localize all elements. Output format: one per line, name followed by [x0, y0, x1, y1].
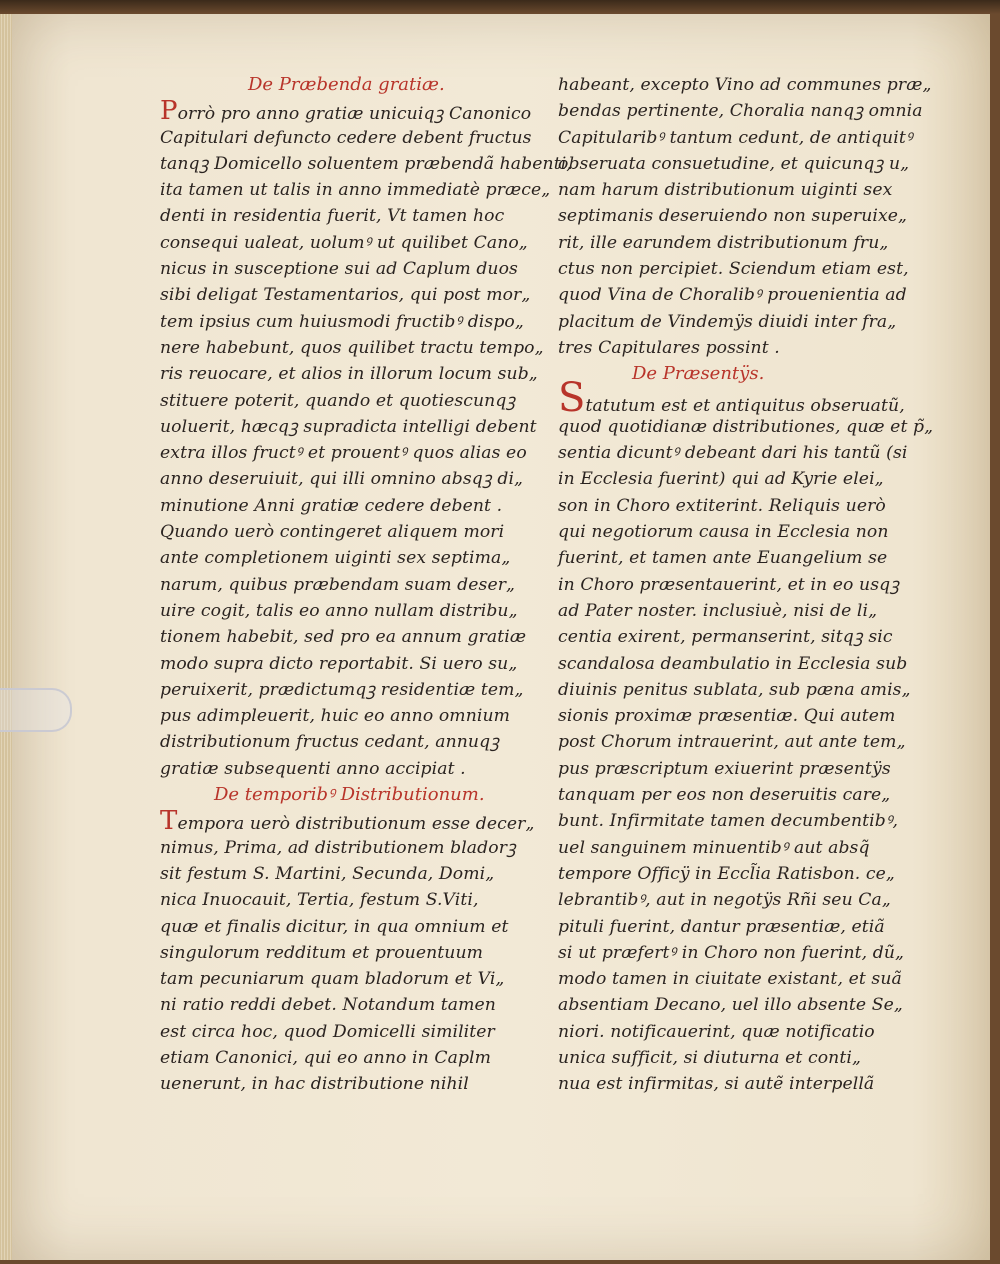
- paragraph-first-line: [160, 806, 535, 837]
- text-line: sit festum S. Martini, Secunda, Domi„: [160, 863, 495, 884]
- text-line: post Chorum intrauerint, aut ante tem„: [558, 732, 906, 753]
- text-line: pus præscriptum exiuerint præsentÿs: [558, 758, 891, 779]
- initial-letter: P: [160, 96, 178, 127]
- text-line: sibi deligat Testamentarios, qui post mor„: [160, 285, 531, 306]
- text-line: diuinis penitus sublata, sub pæna amis„: [558, 679, 911, 700]
- text-line: singulorum redditum et prouentuum: [160, 942, 484, 963]
- page-edge: [0, 14, 12, 1260]
- text-line: centia exirent, permanserint, sitqꝫ sic: [558, 627, 893, 648]
- text-line: nua est infirmitas, si autẽ interpellã: [558, 1074, 875, 1095]
- text-line: lebrantibꝰ, aut in negotÿs Rñi seu Ca„: [558, 890, 891, 911]
- text-line: obseruata consuetudine, et quicunqꝫ u„: [558, 153, 910, 174]
- text-line: quod quotidianæ distributiones, quæ et p̃„: [558, 416, 934, 437]
- text-line: ad Pater noster. inclusiuè, nisi de li„: [558, 600, 878, 621]
- text-line: tem ipsius cum huiusmodi fructibꝰ dispo„: [160, 311, 524, 332]
- text-line: nere habebunt, quos quilibet tractu tempo„: [160, 337, 544, 358]
- text-line: habeant, excepto Vino ad communes præ„: [558, 75, 932, 95]
- text-line: denti in residentia fuerit, Vt tamen hoc: [160, 206, 505, 227]
- text-line: uenerunt, in hac distributione nihil: [160, 1074, 469, 1095]
- text-line: pus adimpleuerit, huic eo anno omnium: [160, 706, 511, 727]
- text-line: nimus, Prima, ad distributionem bladorꝫ: [160, 837, 516, 858]
- text-line: nam harum distributionum uiginti sex: [558, 180, 893, 201]
- left-paragraph-2: [160, 835, 530, 1098]
- text-line: anno deseruiuit, qui illi omnino absqꝫ di„: [160, 469, 524, 490]
- text-line: uoluerit, hæcqꝫ supradicta intelligi debent: [160, 416, 537, 437]
- text-line: modo supra dicto reportabit. Si uero su„: [160, 653, 518, 674]
- text-line: rit, ille earundem distributionum fru„: [558, 232, 889, 253]
- text-line: sentia dicuntꝰ debeant dari his tantũ (si: [558, 443, 908, 464]
- page-clip: [0, 688, 72, 732]
- text-line: nica Inuocauit, Tertia, festum S.Viti,: [160, 890, 479, 911]
- text-line: narum, quibus præbendam suam deser„: [160, 574, 516, 595]
- text-line: etiam Canonici, qui eo anno in Caplm: [160, 1047, 492, 1068]
- text-line: fuerint, et tamen ante Euangelium se: [558, 548, 888, 569]
- text-line: ris reuocare, et alios in illorum locum sub„: [160, 364, 538, 385]
- left-column: [160, 72, 572, 1098]
- text-line: ita tamen ut talis in anno immediatè præce„: [160, 180, 551, 201]
- text-line: ante completionem uiginti sex septima„: [160, 548, 511, 569]
- right-paragraph-1: [558, 72, 932, 361]
- heading-praesentiis: De Præsentÿs.: [632, 363, 765, 385]
- initial-letter: T: [160, 806, 178, 837]
- text-line: modo tamen in ciuitate existant, et suã: [558, 969, 902, 990]
- text-line: distributionum fructus cedant, annuqꝫ: [160, 732, 500, 753]
- text-line: in Choro præsentauerint, et in eo usqꝫ: [558, 574, 900, 595]
- text-line: Capitulari defuncto cedere debent fructus: [160, 127, 532, 148]
- text-line: minutione Anni gratiæ cedere debent .: [160, 495, 503, 516]
- text-line: ni ratio reddi debet. Notandum tamen: [160, 995, 496, 1016]
- text-line: bunt. Infirmitate tamen decumbentibꝰ,: [558, 811, 899, 832]
- heading-temporibus: De temporibꝰ Distributionum.: [214, 784, 485, 806]
- text-line: tres Capitulares possint .: [558, 337, 780, 358]
- text-line: qui negotiorum causa in Ecclesia non: [558, 522, 889, 543]
- text-line: absentiam Decano, uel illo absente Se„: [558, 995, 903, 1016]
- text-line: niori. notificauerint, quæ notificatio: [558, 1021, 875, 1042]
- line-text: tatutum est et antiquitus obseruatũ,: [585, 395, 905, 416]
- text-line: tempore Officÿ in Eccl̃ia Ratisbon. ce„: [558, 863, 895, 884]
- text-line: bendas pertinente, Choralia nanqꝫ omnia: [558, 101, 923, 122]
- text-line: consequi ualeat, uolumꝰ ut quilibet Cano„: [160, 232, 528, 253]
- text-line: Capitularibꝰ tantum cedunt, de antiquitꝰ: [558, 127, 913, 148]
- text-line: ctus non percipiet. Sciendum etiam est,: [558, 259, 909, 280]
- text-line: nicus in susceptione sui ad Caplum duos: [160, 259, 518, 280]
- text-line: Quando uerò contingeret aliquem mori: [160, 522, 505, 543]
- text-line: pituli fuerint, dantur præsentiæ, etiã: [558, 916, 885, 937]
- line-text: empora uerò distributionum esse decer„: [177, 814, 535, 835]
- text-line: quæ et finalis dicitur, in qua omnium et: [160, 916, 509, 937]
- heading-prebenda-gratiae: De Præbenda gratiæ.: [248, 74, 445, 95]
- text-line: tanqꝫ Domicello soluentem præbendã habenti,: [160, 153, 572, 174]
- paragraph-first-line: [160, 96, 532, 127]
- text-line: extra illos fructꝰ et prouentꝰ quos alias eo: [160, 443, 527, 464]
- text-line: est circa hoc, quod Domicelli similiter: [160, 1021, 495, 1042]
- text-line: stituere poterit, quando et quotiescunqꝫ: [160, 390, 516, 411]
- initial-letter: S: [558, 374, 586, 421]
- text-line: tam pecuniarum quam bladorum et Vi„: [160, 969, 505, 990]
- text-line: peruixerit, prædictumqꝫ residentiæ tem„: [160, 679, 524, 700]
- text-line: uire cogit, talis eo anno nullam distribu„: [160, 600, 518, 621]
- book-top-edge: [0, 0, 1000, 14]
- text-line: in Ecclesia fuerint) qui ad Kyrie elei„: [558, 469, 884, 490]
- text-line: scandalosa deambulatio in Ecclesia sub: [558, 653, 908, 674]
- text-line: tanquam per eos non deseruitis care„: [558, 785, 891, 806]
- left-paragraph-1: [160, 125, 572, 782]
- right-column: [558, 72, 934, 1098]
- text-line: uel sanguinem minuentibꝰ aut absq̃: [558, 837, 870, 858]
- text-line: gratiæ subsequenti anno accipiat .: [160, 758, 466, 779]
- text-line: sionis proximæ præsentiæ. Qui autem: [558, 706, 896, 727]
- text-line: si ut præfertꝰ in Choro non fuerint, dũ„: [558, 942, 905, 963]
- text-line: son in Choro extiterint. Reliquis uerò: [558, 495, 886, 516]
- line-text: orrò pro anno gratiæ unicuiqꝫ Canonico: [177, 104, 532, 125]
- text-line: septimanis deseruiendo non superuixe„: [558, 206, 908, 227]
- text-line: quod Vina de Choralibꝰ prouenientia ad: [558, 285, 907, 306]
- text-line: unica sufficit, si diuturna et conti„: [558, 1047, 861, 1068]
- right-paragraph-2: [558, 414, 934, 1098]
- text-line: tionem habebit, sed pro ea annum gratiæ: [160, 627, 527, 648]
- text-line: placitum de Vindemÿs diuidi inter fra„: [558, 311, 897, 332]
